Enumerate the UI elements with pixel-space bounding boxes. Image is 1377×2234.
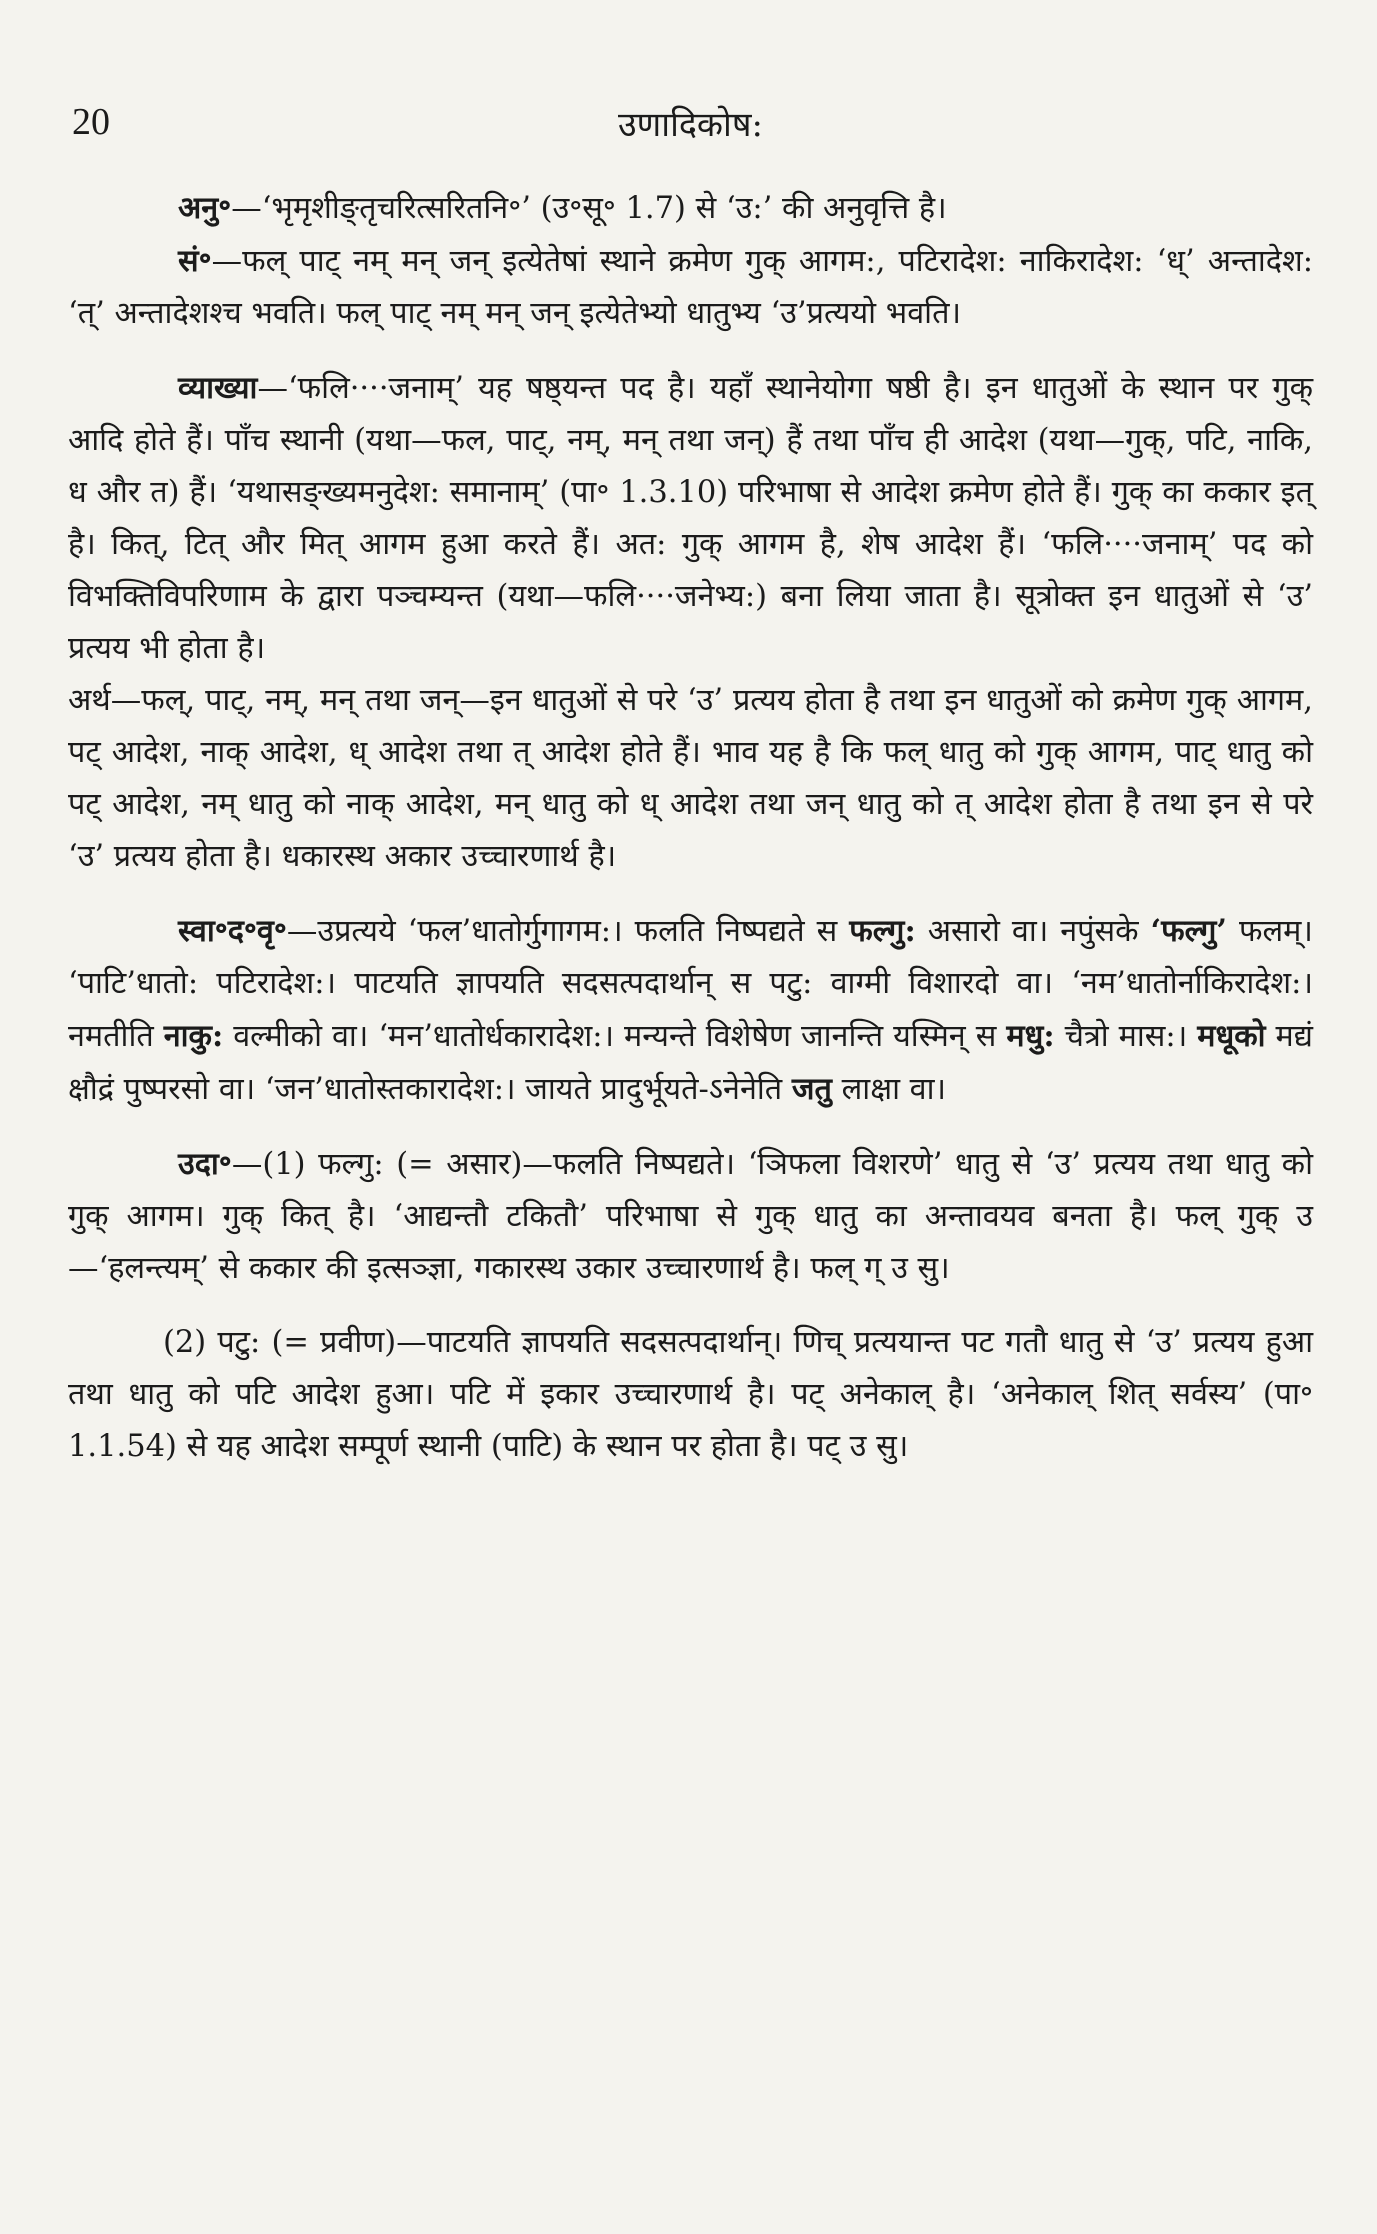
artha-text: अर्थ—फल्, पाट्, नम्, मन् तथा जन्—इन धातुओं से परे ‘उ’ प्रत्यय होता है तथा इन धातुओं को क्रमेण गुक् आगम, पट् आदेश, नाक् आदेश, ध् आदेश तथा त् आदेश होते हैं। भाव यह है कि फल् धातु को गुक् आगम, पाट् धातु को पट् आदेश, नम् धातु को नाक् आदेश, मन् धातु को ध् आदेश तथा जन् धातु को त् आदेश होता है तथा इन से परे ‘उ’ प्रत्यय होता है। धकारस्थ अकार उच्चारणार्थ है।: [68, 683, 1313, 874]
uda-text: —(1) फल्गु: (= असार)—फलति निष्पद्यते। ‘ञिफला विशरणे’ धातु से ‘उ’ प्रत्यय तथा धातु को गुक् आगम। गुक् कित् है। ‘आद्यन्तौ टकितौ’ परिभाषा से गुक् धातु का अन्तावयव बनता है। फल् गुक् उ—‘हलन्त्यम्’ से ककार की इत्सञ्ज्ञा, गकारस्थ उकार उच्चारणार्थ है। फल् ग् उ सु।: [68, 1147, 1313, 1286]
sam-label: सं॰: [178, 243, 212, 279]
anuvritti-paragraph: [68, 182, 1313, 235]
svada-text-3: फलम्। ‘पाटि’धातो: पटिरादेश:। पाटयति ज्ञापयति सदसत्पदार्थान् स पटु: वाग्मी विशारदो वा। ‘नम’धातोर्नाकिरादेश:। नमतीति: [68, 914, 1313, 1054]
uda2-text: (2) पटु: (= प्रवीण)—पाटयति ज्ञापयति सदसत्पदार्थान्। णिच् प्रत्ययान्त पट गतौ धातु से ‘उ’ प्रत्यय हुआ तथा धातु को पटि आदेश हुआ। पटि में इकार उच्चारणार्थ है। पट् अनेकाल् है। ‘अनेकाल् शित् सर्वस्य’ (पा॰ 1.1.54) से यह आदेश सम्पूर्ण स्थानी (पाटि) के स्थान पर होता है। पट् उ सु।: [68, 1325, 1313, 1464]
page-header: [68, 100, 1313, 160]
svada-term-jatu: जतु: [791, 1071, 832, 1107]
artha-paragraph: [68, 675, 1313, 883]
uda-label: उदा॰: [178, 1146, 232, 1182]
anu-text: —‘भृमृशीङ्तृचरित्सरितनि॰’ (उ॰सू॰ 1.7) से ‘उ:’ की अनुवृत्ति है।: [231, 191, 947, 226]
svada-term-madhu: मधु:: [1006, 1018, 1055, 1054]
page-number: 20: [72, 101, 110, 143]
svada-text-7: लाक्षा वा।: [831, 1072, 947, 1107]
vyakhya-label: व्याख्या: [178, 370, 258, 406]
vyakhya-paragraph: [68, 362, 1313, 675]
svada-label: स्वा॰द॰वृ॰: [178, 913, 287, 949]
anu-label: अनु॰: [178, 190, 232, 226]
svada-text-4: वल्मीको वा। ‘मन’धातोर्धकारादेश:। मन्यन्ते विशेषेण जानन्ति यस्मिन् स: [223, 1019, 1007, 1054]
udaharana-2-paragraph: [68, 1317, 1313, 1473]
svada-text-6: मद्यं क्षौद्रं पुष्परसो वा। ‘जन’धातोस्तकारादेश:। जायते प्रादुर्भूयते-ऽनेनेति: [68, 1019, 1313, 1107]
running-title: उणादिकोष:: [618, 105, 763, 145]
svada-paragraph: [68, 905, 1313, 1116]
svada-term-madhuko: मधूको: [1197, 1018, 1266, 1054]
sam-text: —फल् पाट् नम् मन् जन् इत्येतेषां स्थाने क्रमेण गुक् आगम:, पटिरादेश: नाकिरादेश: ‘ध्’ अन्तादेश: ‘त्’ अन्तादेशश्च भवति। फल् पाट् नम् मन् जन् इत्येतेभ्यो धातुभ्य ‘उ’प्रत्ययो भवति।: [68, 244, 1313, 331]
svada-term-phalgu: फल्गु:: [849, 913, 916, 949]
svada-text-2: असारो वा। नपुंसके: [915, 914, 1151, 949]
svada-term-phalgu-neuter: ‘फल्गु’: [1150, 913, 1228, 949]
svada-text-5: चैत्रो मास:।: [1054, 1019, 1198, 1054]
sanskrit-explanation-paragraph: [68, 235, 1313, 340]
svada-term-naku: नाकु:: [163, 1018, 224, 1054]
udaharana-paragraph: [68, 1138, 1313, 1295]
svada-text-1: —उप्रत्यये ‘फल’धातोर्गुगागम:। फलति निष्पद्यते स: [286, 914, 850, 949]
vyakhya-text: —‘फलि····जनाम्’ यह षष्ठ्यन्त पद है। यहाँ स्थानेयोगा षष्ठी है। इन धातुओं के स्थान पर गुक् आदि होते हैं। पाँच स्थानी (यथा—फल, पाट्, नम्, मन् तथा जन्) हैं तथा पाँच ही आदेश (यथा—गुक्, पटि, नाकि, ध और त) हैं। ‘यथासङ्ख्यमनुदेश: समानाम्’ (पा॰ 1.3.10) परिभाषा से आदेश क्रमेण होते हैं। गुक् का ककार इत् है। कित्, टित् और मित् आगम हुआ करते हैं। अत: गुक् आगम है, शेष आदेश हैं। ‘फलि····जनाम्’ पद को विभक्तिविपरिणाम के द्वारा पञ्चम्यन्त (यथा—फलि····जनेभ्य:) बना लिया जाता है। सूत्रोक्त इन धातुओं से ‘उ’ प्रत्यय भी होता है।: [68, 371, 1313, 666]
